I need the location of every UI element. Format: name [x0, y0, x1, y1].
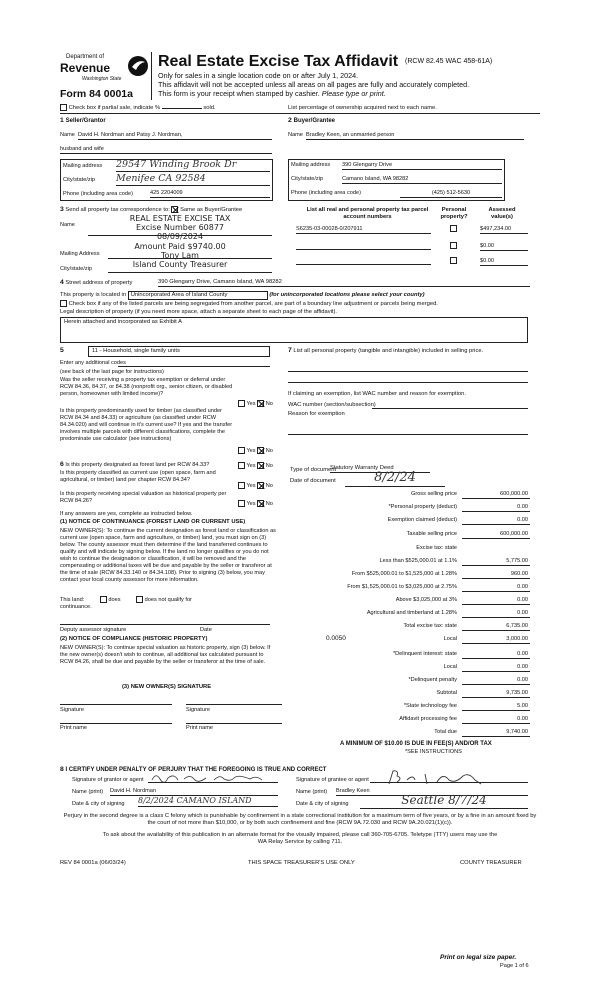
tax-value[interactable]: 5,775.00	[462, 557, 530, 566]
stamp-line6: Island County Treasurer	[132, 259, 228, 269]
segregated-checkbox[interactable]	[60, 300, 67, 307]
seller-phone[interactable]: 425 2204009	[150, 190, 270, 198]
tax-value[interactable]: 9,735.00	[462, 689, 530, 698]
section3-mailing-label: Mailing Address	[60, 251, 100, 257]
buyer-heading: 2 Buyer/Grantee	[288, 117, 336, 124]
doc-date[interactable]: 8/2/24	[345, 470, 445, 487]
section5-q1: Was the seller receiving a property tax exemption or deferral under RCW 84.36, 84.37, or 84.38 (nonprofit org., senior citizen, or disabled person, homeowner with limited income)?	[60, 377, 233, 397]
tax-line: Agricultural and timberland at 1.28% 0.00	[366, 610, 528, 616]
forest-no-checkbox[interactable]	[257, 462, 264, 469]
forest-yes-checkbox[interactable]	[238, 462, 245, 469]
deputy-signature-line[interactable]	[60, 618, 270, 625]
grantee-signature-label: Signature of grantee or agent	[296, 777, 369, 783]
section6-q1: 6 Is this property designated as forest land per RCW 84.33?	[60, 461, 210, 468]
treasurer-space: THIS SPACE TREASURER'S USE ONLY	[248, 860, 355, 866]
tax-value[interactable]: 600,000.00	[462, 490, 530, 499]
stamp-line3: 08/09/2024	[156, 232, 204, 242]
top-rule	[60, 113, 540, 114]
if-yes-note: If any answers are yes, complete as instructed below.	[60, 511, 193, 517]
tax-value[interactable]: 960.00	[462, 570, 530, 579]
tax-value[interactable]: 0.00	[462, 596, 530, 605]
tax-line: Excise tax: state	[416, 545, 457, 551]
tax-value[interactable]: 6,735.00	[462, 622, 530, 631]
availability-text: To ask about the availability of this publication in an alternate format for the visually impaired, please call 360-705-6705. Teletype (TTY) users may use the WA Relay Service by calling 711.	[102, 832, 498, 846]
new-owner-signature-2[interactable]	[186, 698, 282, 705]
tax-line: Less than $525,000.01 at 1.1% 5,775.00	[379, 558, 528, 564]
legal-label: Legal description of property (if you need more space, attach a separate sheet to each page of the affidavit).	[60, 309, 338, 315]
q2-no-checkbox[interactable]	[257, 447, 264, 454]
seller-city[interactable]: Menifee CA 92584	[116, 173, 270, 186]
parcel-number[interactable]	[296, 258, 431, 265]
tax-line: Exemption claimed (deduct) 0.00	[387, 517, 528, 523]
tax-value[interactable]: 0.00	[462, 715, 530, 724]
tax-line: Above $3,025,000 at 3% 0.00	[395, 597, 528, 603]
perjury-text: Perjury in the second degree is a class C felony which is punishable by confinement in a state correctional institution for a maximum term of five years, or by a fine in an amount fixed by the court of not more than $10,000, or by both such confinement and fine (RCW 9A.72.030 and RCW 9A.20.021(1)(c)).	[63, 813, 537, 827]
seller-city-label: City/state/zip	[63, 177, 96, 183]
section6-q2-answers: Yes No	[238, 482, 273, 490]
grantee-name-label: Name (print)	[296, 789, 328, 795]
stamp-line1: REAL ESTATE EXCISE TAX	[129, 214, 231, 223]
buyer-phone-label: Phone (including area code)	[291, 190, 361, 196]
tax-value[interactable]: 0.00	[462, 676, 530, 685]
section6-q2: Is this property classified as current use (open space, farm and agricultural, or timber) land per chapter RCW 84.34?	[60, 470, 216, 483]
tax-line: Taxable selling price 600,000.00	[406, 531, 528, 537]
minimum-fee-note: A MINIMUM OF $10.00 IS DUE IN FEE(S) AND/OR TAX	[340, 741, 492, 747]
seller-name2[interactable]: husband and wife	[60, 146, 272, 154]
header-divider	[151, 52, 152, 100]
q2-yes-checkbox[interactable]	[238, 447, 245, 454]
buyer-mailing-label: Mailing address	[291, 162, 331, 168]
doc-type[interactable]: Statutory Warranty Deed	[330, 465, 430, 473]
buyer-city[interactable]: Camano Island, WA 98282	[342, 176, 502, 184]
tax-line: *Delinquent penalty 0.00	[408, 677, 528, 683]
grantee-date-city-label: Date & city of signing	[296, 801, 349, 807]
partial-sale-checkbox[interactable]	[60, 104, 67, 111]
parcel-number[interactable]: S6235-03-00028-0/207911	[296, 226, 431, 234]
tax-line: From $1,525,000.01 to $3,025,000 at 2.75% 0.00	[347, 584, 528, 590]
legal-size-note: Print on legal size paper.	[440, 954, 517, 961]
header-note2: This affidavit will not be accepted unless all areas on all pages are fully and accurately completed.	[158, 80, 470, 89]
grantee-name[interactable]: Bradley Keen	[336, 788, 528, 796]
assessed-header: Assessed value(s)	[488, 207, 516, 221]
tax-value[interactable]: 0.00	[462, 650, 530, 659]
dept-line2: Revenue	[60, 61, 111, 75]
reason-label: Reason for exemption	[288, 411, 345, 417]
seller-mailing[interactable]: 29547 Winding Brook Dr	[116, 159, 270, 172]
notice1-title: (1) NOTICE OF CONTINUANCE (FOREST LAND OR CURRENT USE)	[60, 519, 246, 525]
additional-codes: Enter any additional codes	[60, 360, 126, 366]
grantee-date-city[interactable]: Seattle 8/7/24	[360, 793, 528, 809]
new-owner-signature-1[interactable]	[60, 698, 172, 705]
wac-label: WAC number (section/subsection)	[288, 402, 376, 408]
header-note3: This form is your receipt when stamped by cashier. Please type or print.	[158, 89, 386, 98]
tax-value[interactable]: 600,000.00	[462, 530, 530, 539]
use-code-select[interactable]: 11 - Household, single family units	[88, 346, 270, 357]
form-title: Real Estate Excise Tax Affidavit	[158, 53, 399, 70]
grantor-name-label: Name (print)	[72, 789, 104, 795]
tax-line: Local 0.00	[443, 664, 528, 670]
continuance-label: continuance.	[60, 604, 92, 610]
property-street[interactable]: 390 Glengarry Drive, Camano Island, WA 98282	[158, 279, 530, 287]
tax-line: Total due 9,740.00	[434, 729, 528, 735]
grantor-signature-label: Signature of grantor or agent	[72, 777, 144, 783]
tax-line: Subtotal 9,735.00	[436, 690, 528, 696]
stamp-line2: Excise Number 60877	[135, 223, 225, 233]
buyer-name[interactable]: Bradley Keen, an unmarried person	[306, 132, 524, 140]
header-note1: Only for sales in a single location code on or after July 1, 2024.	[158, 71, 359, 80]
tax-line: From $525,000.01 to $1,525,000 at 1.28% 960.00	[351, 571, 528, 577]
tax-value[interactable]: 3,000.00	[462, 635, 530, 644]
tax-line: 0.0050 Local 3,000.00	[326, 635, 528, 642]
revision: REV 84 0001a (06/03/24)	[60, 860, 126, 866]
deputy-date-label: Date	[200, 627, 212, 633]
parcel-row	[296, 243, 528, 253]
section6-q3: Is this property receiving special valuation as historical property per RCW 84.26?	[60, 491, 227, 504]
tax-value[interactable]: 9,740.00	[462, 728, 530, 737]
personal-property-checkbox[interactable]	[450, 257, 457, 264]
dept-line3: Washington State	[82, 76, 122, 82]
buyer-city-label: City/state/zip	[291, 176, 324, 182]
seller-name[interactable]: David H. Nordman and Patsy J. Nordman,	[78, 132, 272, 140]
wac-text: If claiming an exemption, list WAC number and reason for exemption.	[288, 391, 466, 397]
assessed-value[interactable]: $0.00	[480, 258, 528, 266]
see-back: (see back of the last page for instructions)	[60, 369, 164, 375]
new-owner-print-1[interactable]	[60, 717, 172, 724]
current-use-yes-checkbox[interactable]	[238, 482, 245, 489]
partial-sale-row: Check box if partial sale, indicate % sold.	[60, 104, 216, 112]
seller-phone-label: Phone (including area code)	[63, 191, 133, 197]
tax-value[interactable]: 0.00	[462, 583, 530, 592]
print-name-label-2: Print name	[186, 725, 214, 731]
dor-swoosh-icon	[126, 55, 150, 77]
tax-value[interactable]: 5.00	[462, 702, 530, 711]
form-citation: (RCW 82.45 WAC 458-61A)	[405, 58, 493, 65]
this-land-row: This land: does does not qualify for	[60, 596, 192, 603]
tax-line: *State technology fee 5.00	[403, 703, 528, 709]
ownership-note: List percentage of ownership acquired next to each name.	[288, 105, 437, 111]
section5-q2: Is this property predominantly used for timber (as classified under RCW 84.34 and 84.33) or agriculture (as classified under RCW 84.34.020) and will continue in it's current use? If yes and the transfer involves multiple parcels with different classifications, complete the predominate use calculator (see instructions)	[60, 408, 233, 442]
tax-value[interactable]: 0.00	[462, 663, 530, 672]
parcel-header: List all real and personal property tax parcel account numbers	[306, 207, 429, 221]
section3-name-label: Name	[60, 222, 75, 228]
section3-city-label: City/state/zip	[60, 266, 93, 272]
current-use-no-checkbox[interactable]	[257, 482, 264, 489]
section6-q3-answers: Yes No	[238, 500, 273, 508]
assessed-value[interactable]: $0.00	[480, 243, 528, 251]
assessed-value[interactable]: $497,234.00	[480, 226, 528, 234]
segregated-row: Check box if any of the listed parcels are being segregated from another parcel, are part of a boundary line adjustment or parcels being merged.	[60, 300, 438, 308]
parcel-row	[296, 226, 528, 236]
county-treasurer: COUNTY TREASURER	[460, 860, 522, 866]
parcel-number[interactable]	[296, 243, 431, 250]
stamp-line5: Tony Lam	[161, 250, 199, 260]
grantee-signature-icon	[385, 768, 495, 788]
new-owner-print-2[interactable]	[186, 717, 282, 724]
page-number: Page 1 of 6	[500, 963, 529, 969]
location-select[interactable]: Unincorporated Area of Island County	[128, 291, 268, 300]
seller-heading: 1 Seller/Grantor	[60, 117, 106, 124]
personal-property-checkbox[interactable]	[450, 225, 457, 232]
doc-date-label: Date of document	[290, 478, 336, 484]
tax-line: *Delinquent interest: state 0.00	[392, 651, 528, 657]
buyer-mailing[interactable]: 390 Glengarry Drive	[342, 162, 502, 170]
q1-no-checkbox[interactable]	[257, 400, 264, 407]
personal-header: Personal property?	[440, 207, 468, 221]
section5-q2-answers: Yes No	[238, 447, 273, 455]
seller-name-row: Name David H. Nordman and Patsy J. Nordman,	[60, 132, 272, 139]
section4-located-row: This property is located in Unincorporated Area of Island County (for unincorporated locations please select your county)	[60, 291, 425, 300]
deputy-label: Deputy assessor signature	[60, 627, 127, 633]
legal-description[interactable]: Herein attached and incorporated as Exhibit A	[60, 317, 528, 343]
notice3-title: (3) NEW OWNER(S) SIGNATURE	[122, 684, 212, 690]
historic-no-checkbox[interactable]	[257, 500, 264, 507]
buyer-name-row: Name Bradley Keen, an unmarried person	[288, 132, 524, 139]
print-name-label-1: Print name	[60, 725, 88, 731]
q1-yes-checkbox[interactable]	[238, 400, 245, 407]
personal-property-checkbox[interactable]	[450, 242, 457, 249]
does-qualify-checkbox[interactable]	[100, 596, 107, 603]
dept-line1: Department of	[66, 54, 105, 60]
section7-text: 7 List all personal property (tangible and intangible) included in selling price.	[288, 347, 484, 354]
grantor-date-city-label: Date & city of signing	[72, 801, 125, 807]
notice2-text: NEW OWNER(S): To continue special valuation as historic property, sign (3) below. If the new owner(s) doesn't wish to continue, all additional tax calculated pursuant to RCW 84.26, shall be due and payable by the seller or transferor at the time of sale.	[60, 645, 271, 665]
certify-line: 8 I CERTIFY UNDER PENALTY OF PERJURY THAT THE FOREGOING IS TRUE AND CORRECT	[60, 766, 327, 773]
buyer-phone[interactable]: (425) 512-5630	[400, 190, 502, 198]
form-number: Form 84 0001a	[60, 88, 133, 100]
same-as-buyer-checkbox[interactable]	[171, 206, 178, 213]
see-instructions: *SEE INSTRUCTIONS	[405, 749, 462, 755]
parcel-row	[296, 258, 528, 268]
grantor-date-city[interactable]: 8/2/2024 CAMANO ISLAND	[138, 796, 278, 807]
does-not-qualify-checkbox[interactable]	[136, 596, 143, 603]
seller-mailing-label: Mailing address	[63, 163, 103, 169]
tax-line: Gross selling price 600,000.00	[410, 491, 528, 497]
historic-yes-checkbox[interactable]	[238, 500, 245, 507]
tax-value[interactable]: 0.00	[462, 609, 530, 618]
signature-label-2: Signature	[186, 707, 210, 713]
notice2-title: (2) NOTICE OF COMPLIANCE (HISTORIC PROPERTY)	[60, 636, 208, 642]
wac-number-field[interactable]	[372, 402, 528, 409]
tax-value[interactable]: 0.00	[462, 503, 530, 512]
stamp-line4: Amount Paid $9740.00	[134, 241, 226, 251]
tax-line: Affidavit processing fee 0.00	[399, 716, 528, 722]
grantor-name[interactable]: David H. Nordman	[110, 788, 278, 796]
signature-label-1: Signature	[60, 707, 84, 713]
tax-value[interactable]: 0.00	[462, 516, 530, 525]
section5-num: 5	[60, 347, 64, 354]
tax-line: *Personal property (deduct) 0.00	[388, 504, 528, 510]
section5-q1-answers: Yes No	[238, 400, 273, 408]
section4-street-row: 4 Street address of property 390 Glengarry Drive, Camano Island, WA 98282	[60, 279, 530, 287]
tax-line: Total excise tax: state 6,735.00	[403, 623, 528, 629]
section3-header: 3 Send all property tax correspondence to: Same as Buyer/Grantee	[60, 206, 243, 214]
treasurer-stamp	[90, 214, 270, 269]
dor-logo	[60, 53, 154, 89]
grantor-signature-icon	[150, 770, 270, 784]
doc-type-label: Type of document	[290, 467, 337, 473]
section6-q1-answers: Yes No	[238, 462, 273, 470]
notice1-text: NEW OWNER(S): To continue the current designation as forest land or classification as current use (open space, farm and agriculture, or timber) land, you must sign on (3) below. The county assessor must then determine if the land transferred continues to qualify and will indicate by signing below. If the land no longer qualifies or you do not wish to continue the designation or classification, it will be removed and the compensating or additional taxes will be due and payable by the seller or transferor at the time of sale (RCW 84.33.140 or 84.34.108). Prior to signing (3) below, you may contact your local county assessor for more information.	[60, 528, 276, 583]
local-rate: 0.0050	[326, 635, 346, 642]
